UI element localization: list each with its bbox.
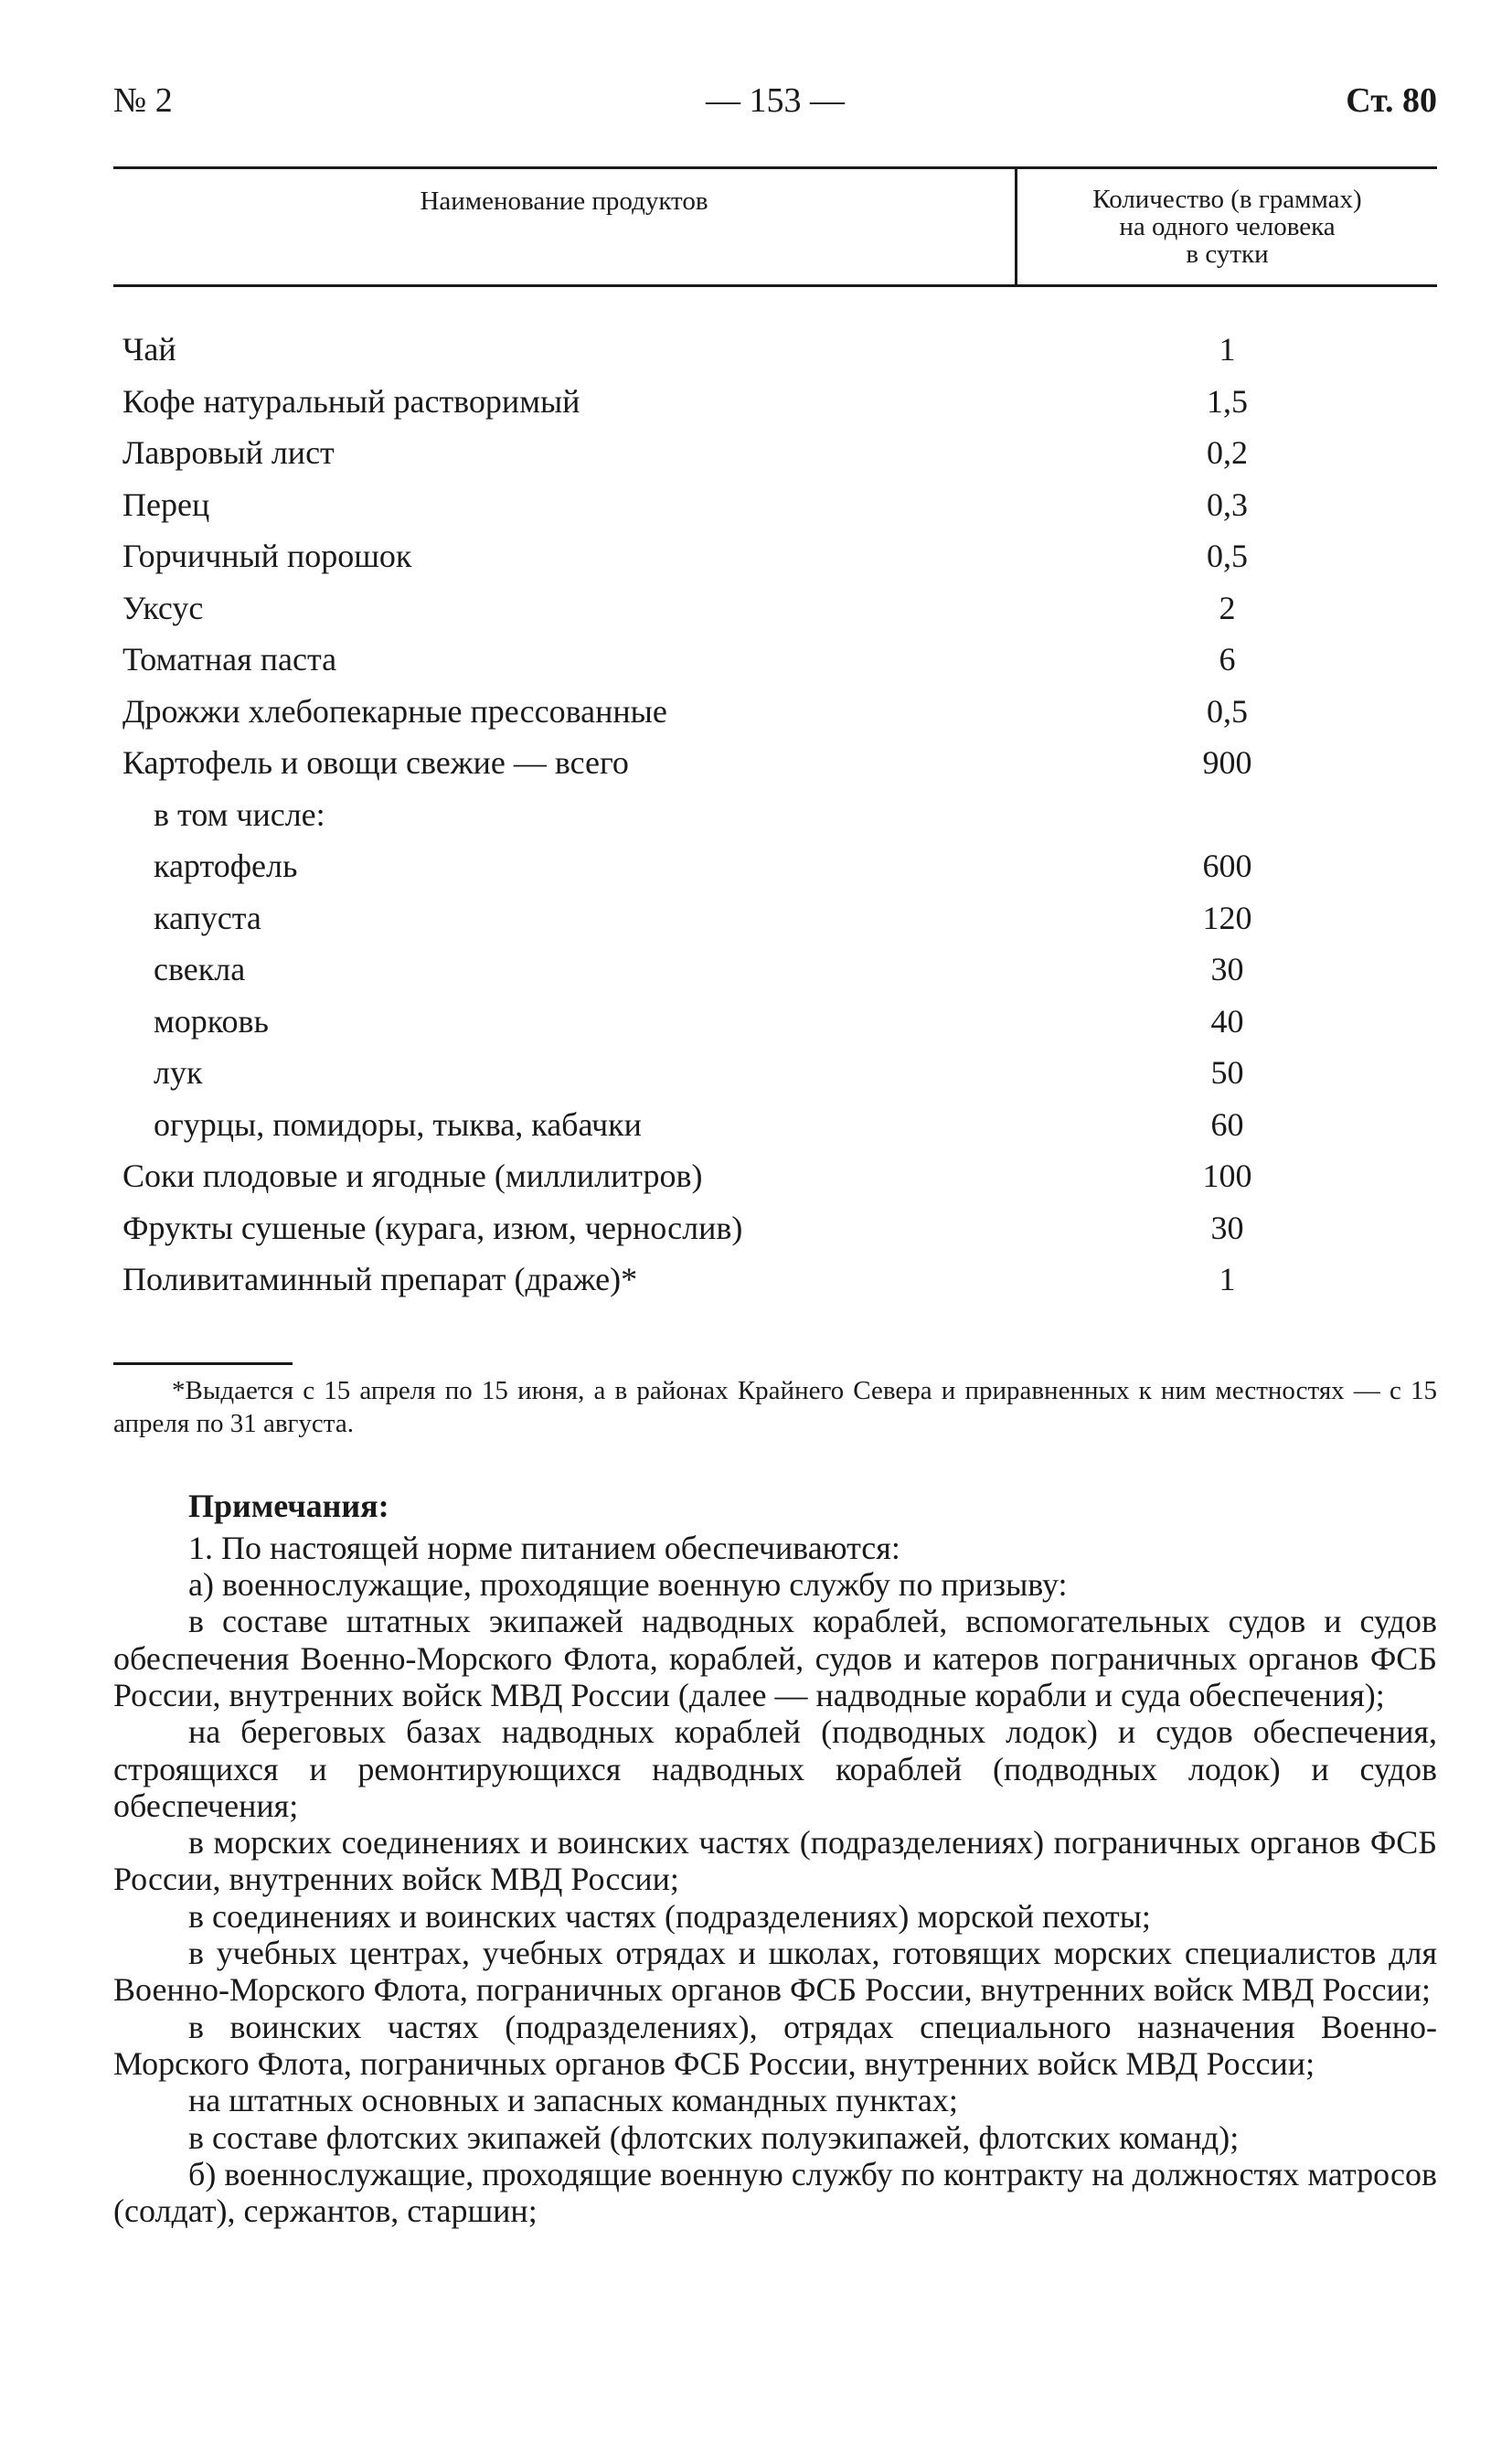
product-quantity: 0,2 [1207,434,1248,471]
column-header-quantity [1017,186,1437,268]
running-header [113,73,1437,128]
product-name: Кофе натуральный растворимый [122,382,580,420]
footnote-rule [113,1362,293,1365]
table-row [113,376,1437,428]
footnote: *Выдается с 15 апреля по 15 июня, а в районах Крайнего Севера и приравненных к ним местностях — с 15 апреля по 31 августа. [113,1375,1437,1438]
product-name: морковь [154,1002,269,1040]
notes-paragraph: в составе флотских экипажей (флотских полуэкипажей, флотских команд); [188,2118,1240,2156]
product-name: Перец [122,485,210,523]
product-name: картофель [154,848,298,884]
table-row [113,324,1437,376]
product-quantity: 30 [1210,951,1244,987]
product-quantity: 60 [1210,1105,1244,1143]
notes-title: Примечания: [188,1487,389,1524]
table-row [113,634,1437,686]
notes-section [113,1488,1437,2230]
product-quantity: 1 [1219,331,1236,368]
table-row [113,840,1437,892]
product-name: Уксус [122,589,204,626]
notes-paragraph: на береговых базах надводных кораблей (подводных лодок) и судов обеспечения, строящихся и ремонтирующихся надводных кораблей (подводных лодок) и судов обеспечения; [113,1713,1437,1824]
table-row [113,737,1437,789]
article-number: Ст. 80 [1346,81,1437,120]
product-quantity: 6 [1219,641,1236,677]
document-page [113,73,1437,2229]
table-row [113,479,1437,531]
notes-paragraph: в морских соединениях и воинских частях (подразделениях) пограничных органов ФСБ России, внутренних войск МВД России; [113,1824,1437,1898]
notes-paragraph: в воинских частях (подразделениях), отрядах специального назначения Военно-Морского Флота, пограничных органов ФСБ России, внутренних войск МВД России; [113,2008,1437,2082]
table-row [113,582,1437,635]
product-quantity: 0,5 [1207,692,1248,730]
table-row [113,530,1437,582]
product-name: свекла [154,951,246,987]
product-name: Лавровый лист [122,434,335,471]
product-quantity: 0,3 [1207,485,1248,523]
product-name: Поливитаминный препарат (драже)* [122,1261,638,1297]
product-name: Дрожжи хлебопекарные прессованные [122,692,667,730]
table-row [113,996,1437,1048]
column-header-quantity-line: на одного человека [1119,212,1336,241]
table-row [113,1202,1437,1254]
product-name: лук [154,1054,203,1091]
product-quantity: 1,5 [1207,382,1248,420]
notes-paragraph: в учебных центрах, учебных отрядах и школах, готовящих морских специалистов для Военно-Морского Флота, пограничных органов ФСБ России, внутренних войск МВД России; [113,1935,1437,2009]
table-row [113,1047,1437,1099]
page-number: — 153 — [706,81,845,120]
product-name: Томатная паста [122,641,337,677]
product-name: огурцы, помидоры, тыква, кабачки [154,1105,642,1143]
product-quantity: 900 [1202,744,1252,781]
table-row [113,1254,1437,1306]
notes-paragraph: на штатных основных и запасных командных пунктах; [188,2082,958,2119]
table-row [113,1150,1437,1202]
notes-paragraph: 1. По настоящей норме питанием обеспечиваются: [188,1529,900,1566]
product-name: капуста [154,899,261,936]
table-row [113,789,1437,841]
product-quantity: 0,5 [1207,538,1248,574]
product-name: Соки плодовые и ягодные (миллилитров) [122,1157,703,1194]
product-quantity: 40 [1210,1002,1244,1040]
product-table-body [113,324,1437,1306]
table-row [113,1099,1437,1151]
column-header-name: Наименование продуктов [420,187,708,216]
issue-number: № 2 [113,81,173,120]
product-name: Картофель и овощи свежие — всего [122,744,629,781]
product-name: Горчичный порошок [122,538,412,574]
table-row [113,892,1437,944]
product-quantity: 2 [1219,589,1236,626]
column-header-quantity-line: в сутки [1186,240,1269,269]
table-row [113,944,1437,996]
product-name: в том числе: [154,795,325,833]
product-quantity: 1 [1219,1261,1236,1297]
notes-paragraph: а) военнослужащие, проходящие военную службу по призыву: [188,1566,1068,1604]
product-quantity: 50 [1210,1054,1244,1091]
product-name: Чай [122,331,176,368]
product-quantity: 600 [1202,848,1252,884]
product-name: Фрукты сушеные (курага, изюм, чернослив) [122,1209,743,1246]
table-header [113,166,1437,287]
notes-paragraph: в составе штатных экипажей надводных кораблей, вспомогательных судов и судов обеспечения Военно-Морского Флота, кораблей, судов и катеров пограничных органов ФСБ России, внутренних войск МВД России (далее — надводные корабли и суда обеспечения); [113,1603,1437,1713]
product-quantity: 100 [1202,1157,1252,1194]
product-quantity: 120 [1202,899,1252,936]
column-header-quantity-line: Количество (в граммах) [1092,185,1362,214]
table-row [113,427,1437,479]
notes-paragraph: в соединениях и воинских частях (подразделениях) морской пехоты; [188,1897,1151,1935]
notes-paragraph: б) военнослужащие, проходящие военную службу по контракту на должностях матросов (солдат), сержантов, старшин; [113,2155,1437,2230]
product-quantity: 30 [1210,1209,1244,1246]
table-row [113,686,1437,738]
